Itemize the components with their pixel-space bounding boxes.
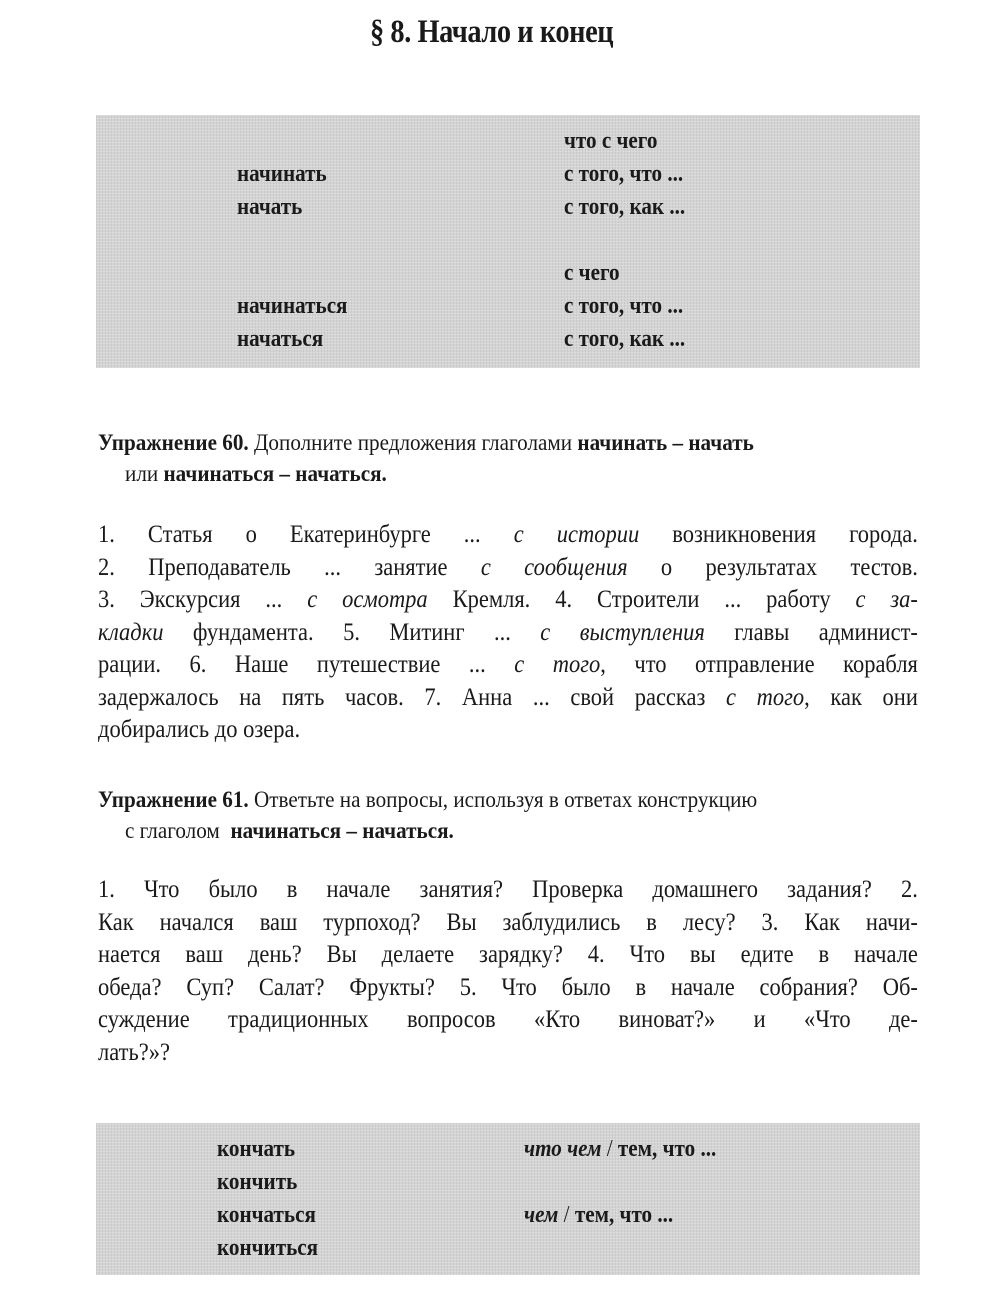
exercise-60-line xyxy=(98,649,918,682)
exercise-60-instruction: Дополните предложения глаголами xyxy=(253,430,573,456)
italic-phrase: с за- xyxy=(855,586,918,613)
text-run: , как они xyxy=(804,683,918,711)
italic-phrase: с выступления xyxy=(540,618,705,646)
text-run: 3. Экскурсия ... xyxy=(98,586,308,613)
construction-italic: чем xyxy=(524,1202,559,1228)
italic-phrase: с истории xyxy=(513,521,640,548)
text-run: возникновения города. xyxy=(639,521,918,548)
exercise-60-heading xyxy=(98,428,918,490)
table-verb: начать xyxy=(237,194,303,220)
exercise-60-line xyxy=(98,552,918,585)
construction-slash: / xyxy=(601,1136,618,1162)
exercise-60-line-wrap xyxy=(98,649,918,682)
table-verb: кончать xyxy=(217,1136,296,1162)
exercise-60-line xyxy=(98,584,918,617)
exercise-61-instruction-2: с глаголом xyxy=(125,818,220,844)
exercise-61-line: Как начался ваш турпоход? Вы заблудились в лесу? 3. Как начи- xyxy=(98,908,918,936)
italic-phrase: с того xyxy=(514,651,601,678)
construction-plain: тем, что ... xyxy=(574,1202,674,1228)
construction-plain: тем, что ... xyxy=(617,1136,717,1162)
exercise-60-line-wrap xyxy=(98,617,918,650)
exercise-60-line-wrap xyxy=(98,519,918,552)
table-verb: кончаться xyxy=(217,1202,316,1228)
exercise-60-line-wrap xyxy=(98,714,918,747)
exercise-61-line: нается ваш день? Вы делаете зарядку? 4. Что вы едите в начале xyxy=(98,941,918,968)
table-group2-header: с чего xyxy=(564,260,620,286)
exercise-60-line xyxy=(98,519,918,552)
exercise-60-line-wrap xyxy=(98,552,918,585)
exercise-60-line xyxy=(98,714,918,747)
table-verb: начаться xyxy=(237,326,324,352)
exercise-61-line-wrap xyxy=(98,939,918,972)
table-construction: с того, что ... xyxy=(564,293,684,319)
text-run: , что отправление корабля xyxy=(600,651,918,678)
text-run: 1. Статья о Екатеринбурге ... xyxy=(98,521,514,548)
grammar-table-end xyxy=(96,1123,920,1275)
text-run: 2. Преподаватель ... занятие xyxy=(98,553,481,581)
italic-phrase: с сообщения xyxy=(480,553,628,581)
exercise-61-line: суждение традиционных вопросов «Кто виноват?» и «Что де- xyxy=(98,1006,918,1033)
construction-italic: что чем xyxy=(524,1136,602,1162)
construction-slash: / xyxy=(558,1202,575,1228)
table-verb: начинать xyxy=(237,161,327,187)
grammar-table-start xyxy=(96,115,920,368)
exercise-61-line: лать?»? xyxy=(98,1038,170,1066)
text-run: о результатах тестов. xyxy=(627,553,918,581)
text-run: Кремля. 4. Строители ... работу xyxy=(427,586,856,613)
table-verb: кончить xyxy=(217,1169,298,1195)
exercise-60-body xyxy=(98,519,918,747)
table-construction: с того, как ... xyxy=(564,194,686,220)
text-run: главы админист- xyxy=(704,618,918,646)
exercise-60-line xyxy=(98,682,918,715)
exercise-60-line-wrap xyxy=(98,682,918,715)
table-construction xyxy=(524,1133,716,1166)
text-run: рации. 6. Наше путешествие ... xyxy=(98,651,515,678)
table-verb: начинаться xyxy=(237,293,348,319)
page-title: § 8. Начало и конец xyxy=(370,14,614,50)
exercise-61-heading xyxy=(98,785,918,847)
exercise-61-line-wrap xyxy=(98,907,918,940)
table-group1-header: что с чего xyxy=(564,128,658,154)
exercise-61-line-wrap xyxy=(98,972,918,1005)
exercise-60-line xyxy=(98,617,918,650)
exercise-61-line: обеда? Суп? Салат? Фрукты? 5. Что было в начале собрания? Об- xyxy=(98,973,918,1001)
italic-phrase: с того xyxy=(726,683,805,711)
exercise-61-label: Упражнение 61. xyxy=(98,787,249,813)
text-run: фундамента. 5. Митинг ... xyxy=(163,618,541,646)
text-run: задержалось на пять часов. 7. Анна ... свой рассказ xyxy=(98,683,727,711)
exercise-61-line: 1. Что было в начале занятия? Проверка домашнего задания? 2. xyxy=(98,876,918,903)
exercise-61-line-wrap xyxy=(98,874,918,907)
exercise-60-line-wrap xyxy=(98,584,918,617)
italic-phrase: с осмотра xyxy=(307,586,428,613)
table-verb: кончиться xyxy=(217,1235,319,1261)
exercise-61-line-wrap xyxy=(98,1037,918,1070)
table-construction: с того, что ... xyxy=(564,161,684,187)
exercise-61-verbs: начинаться – начаться. xyxy=(230,818,454,844)
exercise-60-verbs-a: начинать – начать xyxy=(577,430,754,456)
exercise-60-verbs-b: начинаться – начаться. xyxy=(163,461,387,487)
exercise-61-instruction: Ответьте на вопросы, используя в ответах конструкцию xyxy=(253,787,758,813)
table-construction xyxy=(524,1199,673,1232)
italic-phrase: кладки xyxy=(98,618,164,646)
exercise-61-line-wrap xyxy=(98,1004,918,1037)
text-run: добирались до озера. xyxy=(98,716,301,743)
exercise-60-label: Упражнение 60. xyxy=(98,430,249,456)
exercise-60-or: или xyxy=(125,461,159,487)
table-construction: с того, как ... xyxy=(564,326,686,352)
exercise-61-body xyxy=(98,874,918,1069)
